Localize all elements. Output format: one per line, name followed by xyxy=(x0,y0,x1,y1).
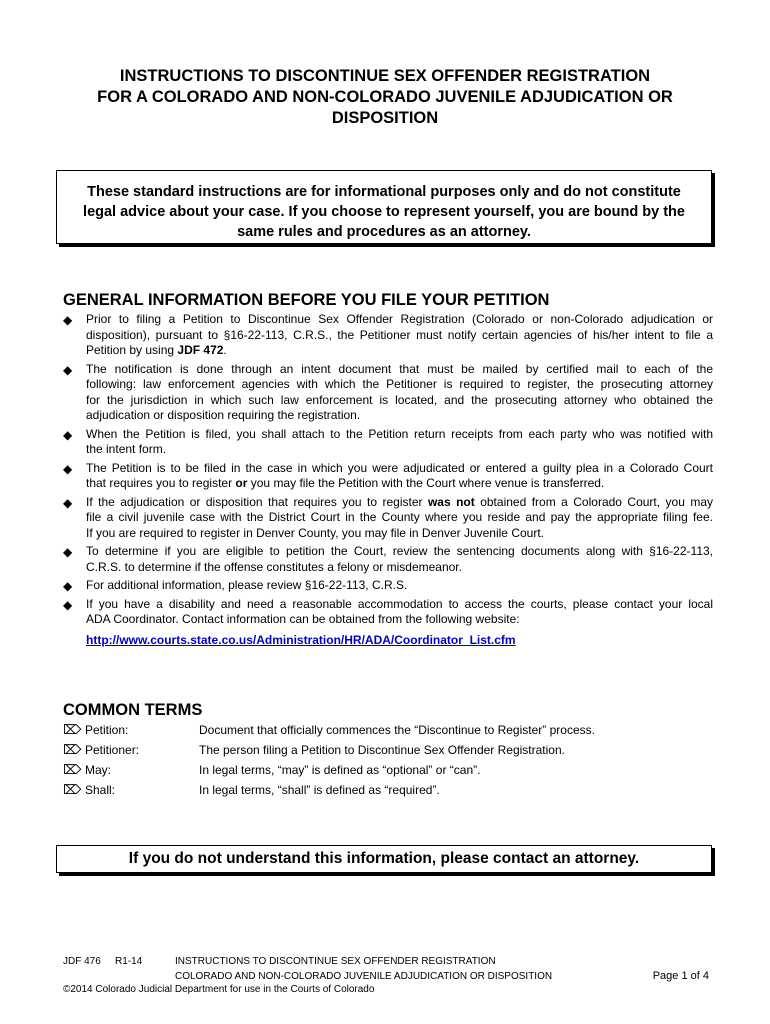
general-info-heading: GENERAL INFORMATION BEFORE YOU FILE YOUR PETITION xyxy=(63,291,550,309)
list-item: ◆ If the adjudication or disposition that requires you to register was not obtained from a Colorado Court, you may file a civil juvenile case with the District Court in the County where you reside and pay the appropriate filing fee. If you are required to register in Denver County, you may file in Denver Juvenile Court. xyxy=(63,494,713,540)
erase-right-icon: ⌦ xyxy=(63,762,82,777)
diamond-bullet-icon: ◆ xyxy=(63,461,73,476)
term-row xyxy=(63,722,713,742)
term-definition: Document that officially commences the “Discontinue to Register” process. xyxy=(199,723,595,737)
list-item: ◆ If you have a disability and need a reasonable accommodation to access the courts, please contact your local ADA Coordinator. Contact information can be obtained from the following website: http://www.courts.state.co.us/Administration/HR/ADA/Coordinator_List.cfm xyxy=(63,596,713,647)
term-row xyxy=(63,782,713,802)
term-label: Petitioner: xyxy=(85,743,140,757)
common-terms-list xyxy=(63,722,713,802)
attorney-notice-box: If you do not understand this information, please contact an attorney. xyxy=(56,845,712,873)
form-code: JDF 476 xyxy=(63,956,101,967)
term-row xyxy=(63,742,713,762)
copyright: ©2014 Colorado Judicial Department for use in the Courts of Colorado xyxy=(63,984,375,995)
diamond-bullet-icon: ◆ xyxy=(63,427,73,442)
diamond-bullet-icon: ◆ xyxy=(63,579,73,593)
disclaimer-line-2: legal advice about your case. If you choose to represent yourself, you are bound by the xyxy=(83,204,685,220)
list-item: ◆ The notification is done through an intent document that must be mailed by certified mail to each of the following: law enforcement agencies with which the Petitioner is required to register, the prosecuting attorney for the jurisdiction in which such law enforcement is located, and the prosecuting attorney who obtained the adjudication or disposition requiring the registration. xyxy=(63,361,713,422)
disclaimer-box xyxy=(56,170,712,244)
title-line-2: FOR A COLORADO AND NON-COLORADO JUVENILE ADJUDICATION OR xyxy=(97,88,673,106)
form-revision: R1-14 xyxy=(115,956,143,967)
diamond-bullet-icon: ◆ xyxy=(63,362,73,377)
list-item: ◆ When the Petition is filed, you shall attach to the Petition return receipts from each party who was notified with the intent form. xyxy=(63,426,713,456)
diamond-bullet-icon: ◆ xyxy=(63,495,73,510)
title-line-1: INSTRUCTIONS TO DISCONTINUE SEX OFFENDER REGISTRATION xyxy=(119,67,651,85)
list-item: ◆ For additional information, please review §16-22-113, C.R.S. xyxy=(63,578,408,593)
term-definition: In legal terms, “may” is defined as “optional” or “can”. xyxy=(199,763,481,777)
term-row xyxy=(63,762,713,782)
footer-title-line-2: COLORADO AND NON-COLORADO JUVENILE ADJUDICATION OR DISPOSITION xyxy=(175,971,553,982)
footer-title-line-1: INSTRUCTIONS TO DISCONTINUE SEX OFFENDER REGISTRATION xyxy=(175,956,496,967)
page-number: Page 1 of 4 xyxy=(652,970,709,982)
erase-right-icon: ⌦ xyxy=(63,782,82,797)
diamond-bullet-icon: ◆ xyxy=(63,545,73,559)
term-label: Petition: xyxy=(85,723,129,737)
common-terms-heading: COMMON TERMS xyxy=(63,701,203,719)
term-label: May: xyxy=(85,763,112,777)
list-item: ◆ Prior to filing a Petition to Discontinue Sex Offender Registration (Colorado or non-Colorado adjudication or disposition), pursuant to §16-22-113, C.R.S., the Petitioner must notify certain agencies of his/her intent to file a Petition by using JDF 472. xyxy=(63,312,713,357)
list-item: ◆ To determine if you are eligible to petition the Court, review the sentencing documents along with §16-22-113, C.R.S. to determine if the offense constitutes a felony or misdemeanor. xyxy=(63,544,713,574)
erase-right-icon: ⌦ xyxy=(63,742,82,757)
document-title xyxy=(40,66,730,129)
list-item: ◆ The Petition is to be filed in the case in which you were adjudicated or entered a guilty plea in a Colorado Court that requires you to register or you may file the Petition with the Court where venue is transferred. xyxy=(63,460,713,490)
erase-right-icon: ⌦ xyxy=(63,722,82,737)
form-reference: JDF 472 xyxy=(177,343,224,357)
diamond-bullet-icon: ◆ xyxy=(63,313,73,327)
ada-coordinator-link[interactable]: http://www.courts.state.co.us/Administration/HR/ADA/Coordinator_List.cfm xyxy=(86,632,516,647)
title-line-3: DISPOSITION xyxy=(331,109,439,127)
term-label: Shall: xyxy=(85,783,116,797)
disclaimer-line-1: These standard instructions are for informational purposes only and do not constitute xyxy=(87,184,681,200)
term-definition: The person filing a Petition to Discontinue Sex Offender Registration. xyxy=(199,743,565,757)
disclaimer-line-3: same rules and procedures as an attorney. xyxy=(237,224,531,240)
general-info-list xyxy=(63,312,713,651)
term-definition: In legal terms, “shall” is defined as “required”. xyxy=(199,783,440,797)
diamond-bullet-icon: ◆ xyxy=(63,597,73,612)
